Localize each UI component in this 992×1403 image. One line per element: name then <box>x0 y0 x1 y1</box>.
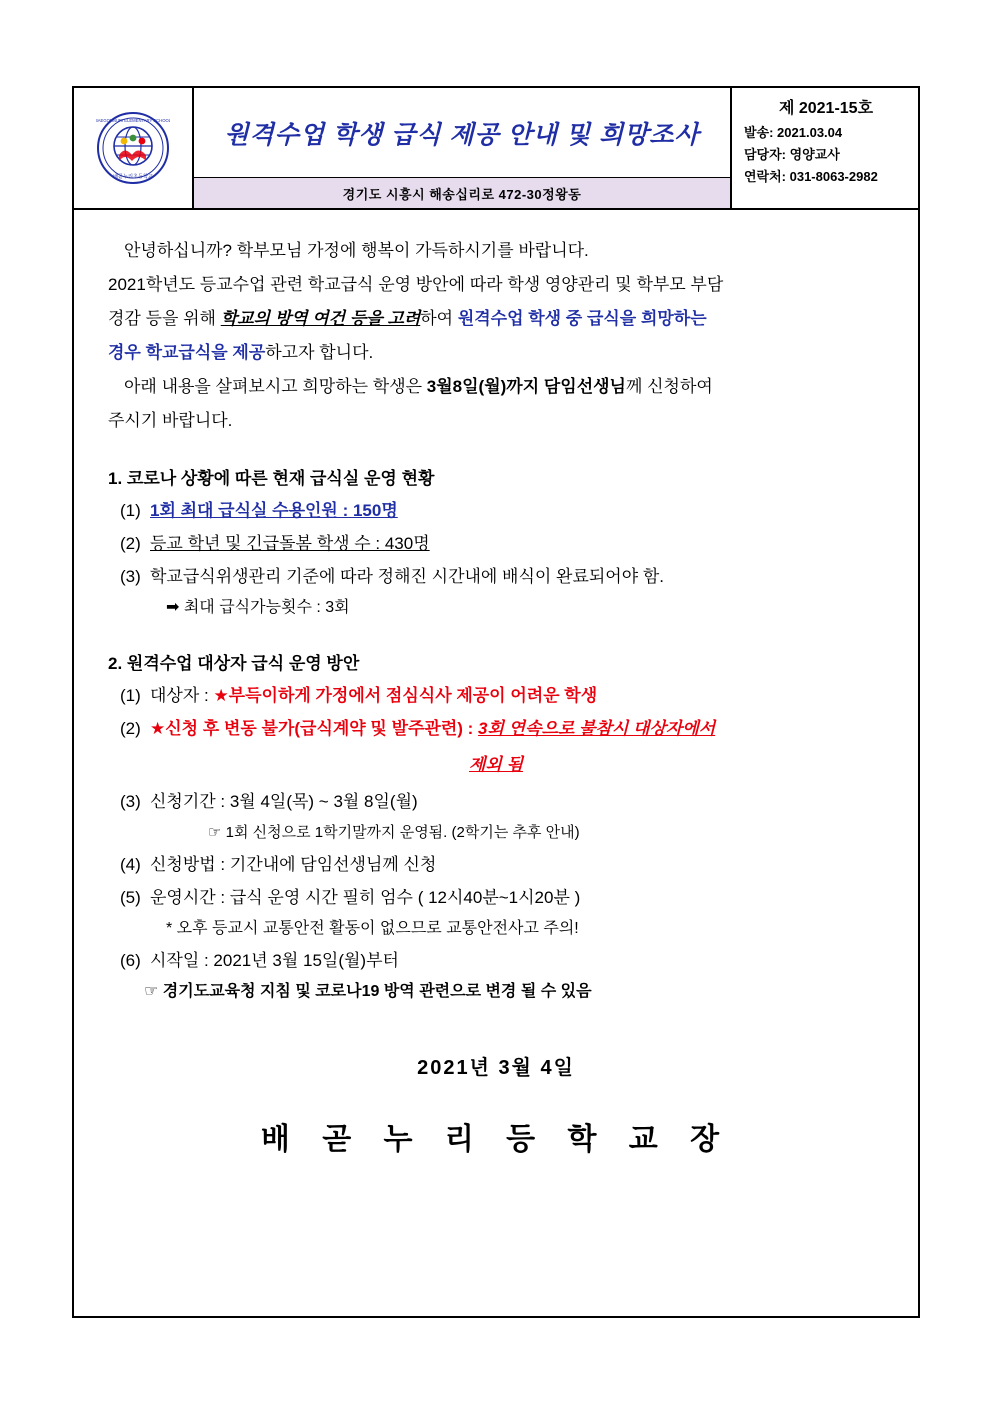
intro-line-6: 주시기 바랍니다. <box>108 411 233 430</box>
svg-text:BAEGONNURI ELEMENTARY SCHOOL: BAEGONNURI ELEMENTARY SCHOOL <box>96 118 170 123</box>
document-header <box>74 88 918 210</box>
document-title: 원격수업 학생 급식 제공 안내 및 희망조사 <box>224 120 700 149</box>
section-2-item-6 <box>108 944 884 977</box>
intro-line-5-a: 아래 내용을 살펴보시고 희망하는 학생은 <box>124 377 427 396</box>
section-2-footnote: ☞ 경기도교육청 지침 및 코로나19 방역 관련으로 변경 될 수 있음 <box>144 983 592 1000</box>
section-1-item-3-lead: (3) <box>120 567 141 586</box>
section-1-item-2 <box>108 527 884 560</box>
document-body <box>74 210 918 1158</box>
intro-line-4 <box>108 336 884 370</box>
section-2-item-4-lead: (4) <box>120 855 141 874</box>
section-2-item-3 <box>108 785 884 818</box>
intro-line-2: 2021학년도 등교수업 관련 학교급식 운영 방안에 따라 학생 영양관리 및 학부모 부담 <box>108 275 724 294</box>
section-2-item-5-text: 운영시간 : 급식 운영 시간 필히 엄수 ( 12시40분~1시20분 ) <box>150 888 581 907</box>
section-2-item-1-lead: (1) <box>120 686 141 705</box>
section-2-item-3-note: ☞ 1회 신청으로 1학기말까지 운영됨. (2학기는 추후 안내) <box>208 824 580 841</box>
issued-date: 발송: 2021.03.04 <box>744 125 843 140</box>
section-2-item-2-exclusion-cont: 제외 됨 <box>469 755 523 774</box>
intro-line-3 <box>108 302 884 336</box>
title-cell <box>194 88 730 178</box>
section-2-item-4 <box>108 848 884 881</box>
section-2-item-5-note: * 오후 등교시 교통안전 활동이 없으므로 교통안전사고 주의! <box>166 920 579 937</box>
section-1-item-2-text: 등교 학년 및 긴급돌봄 학생 수 : 430명 <box>150 534 430 553</box>
intro-deadline: 3월8일(월)까지 담임선생님 <box>426 377 626 396</box>
section-1-item-3-text: 학교급식위생관리 기준에 따라 정해진 시간내에 배식이 완료되어야 함. <box>150 567 665 586</box>
section-2-item-3-lead: (3) <box>120 792 141 811</box>
section-2-item-5-lead: (5) <box>120 888 141 907</box>
section-2-item-6-lead: (6) <box>120 951 141 970</box>
intro-line-4-b: 하고자 합니다. <box>265 343 374 362</box>
section-1-item-1-lead: (1) <box>120 501 141 520</box>
section-2-item-1 <box>108 679 884 712</box>
section-1-item-2-lead: (2) <box>120 534 141 553</box>
section-2-item-5 <box>108 881 884 914</box>
header-meta-block <box>732 88 918 208</box>
section-2-item-1-target: ★부득이하게 가정에서 점심식사 제공이 어려운 학생 <box>213 686 598 705</box>
section-2-item-2 <box>108 712 884 745</box>
intro-emphasis-condition: 학교의 방역 여건 등을 고려 <box>220 309 421 328</box>
header-title-block <box>194 88 732 208</box>
intro-emphasis-provide: 경우 학교급식을 제공 <box>108 343 266 362</box>
intro-line-1: 안녕하십니까? 학부모님 가정에 행복이 가득하시기를 바랍니다. <box>124 241 589 260</box>
intro-line-3-a: 경감 등을 위해 <box>108 309 221 328</box>
intro-line-3-c: 하여 <box>420 309 458 328</box>
intro-line-5 <box>108 370 884 404</box>
section-2-item-2-exclusion: 3회 연속으로 불참시 대상자에서 <box>478 719 716 738</box>
section-2-item-2-warning: ★신청 후 변동 불가(급식계약 및 발주관련) : <box>150 719 479 738</box>
intro-emphasis-remote: 원격수업 학생 중 급식을 희망하는 <box>457 309 707 328</box>
section-1-item-1 <box>108 494 884 527</box>
school-principal-signature: 배 곧 누 리 등 학 교 장 <box>260 1123 732 1156</box>
section-2-heading: 2. 원격수업 대상자 급식 운영 방안 <box>108 654 360 673</box>
section-2-item-1-label: 대상자 : <box>150 686 214 705</box>
section-1-arrow-note: ➡ 최대 급식가능횟수 : 3회 <box>166 599 350 616</box>
section-1-heading: 1. 코로나 상황에 따른 현재 급식실 운영 현황 <box>108 469 435 488</box>
school-logo-cell <box>74 88 194 208</box>
document-page <box>72 86 920 1318</box>
school-emblem-icon <box>96 111 170 185</box>
address-cell <box>194 178 730 208</box>
section-1-item-3 <box>108 560 884 593</box>
section-2-item-2-lead: (2) <box>120 719 141 738</box>
intro-line-5-c: 께 신청하여 <box>625 377 713 396</box>
section-2-item-6-text: 시작일 : 2021년 3월 15일(월)부터 <box>150 951 399 970</box>
document-number: 제 2021-15호 <box>778 100 874 117</box>
section-1-item-1-text: 1회 최대 급식실 수용인원 : 150명 <box>150 501 398 520</box>
section-2-item-3-text: 신청기간 : 3월 4일(목) ~ 3월 8일(월) <box>150 792 418 811</box>
section-2-item-4-text: 신청방법 : 기간내에 담임선생님께 신청 <box>150 855 437 874</box>
svg-text:배곧누리초등학교: 배곧누리초등학교 <box>112 174 154 180</box>
section-2-item-2-exclusion-cont-line <box>108 745 884 785</box>
school-address: 경기도 시흥시 해송십리로 472-30정왕동 <box>342 186 582 202</box>
contact-number: 연락처: 031-8063-2982 <box>744 169 878 184</box>
person-in-charge: 담당자: 영양교사 <box>744 147 840 162</box>
document-date: 2021년 3월 4일 <box>417 1057 575 1079</box>
